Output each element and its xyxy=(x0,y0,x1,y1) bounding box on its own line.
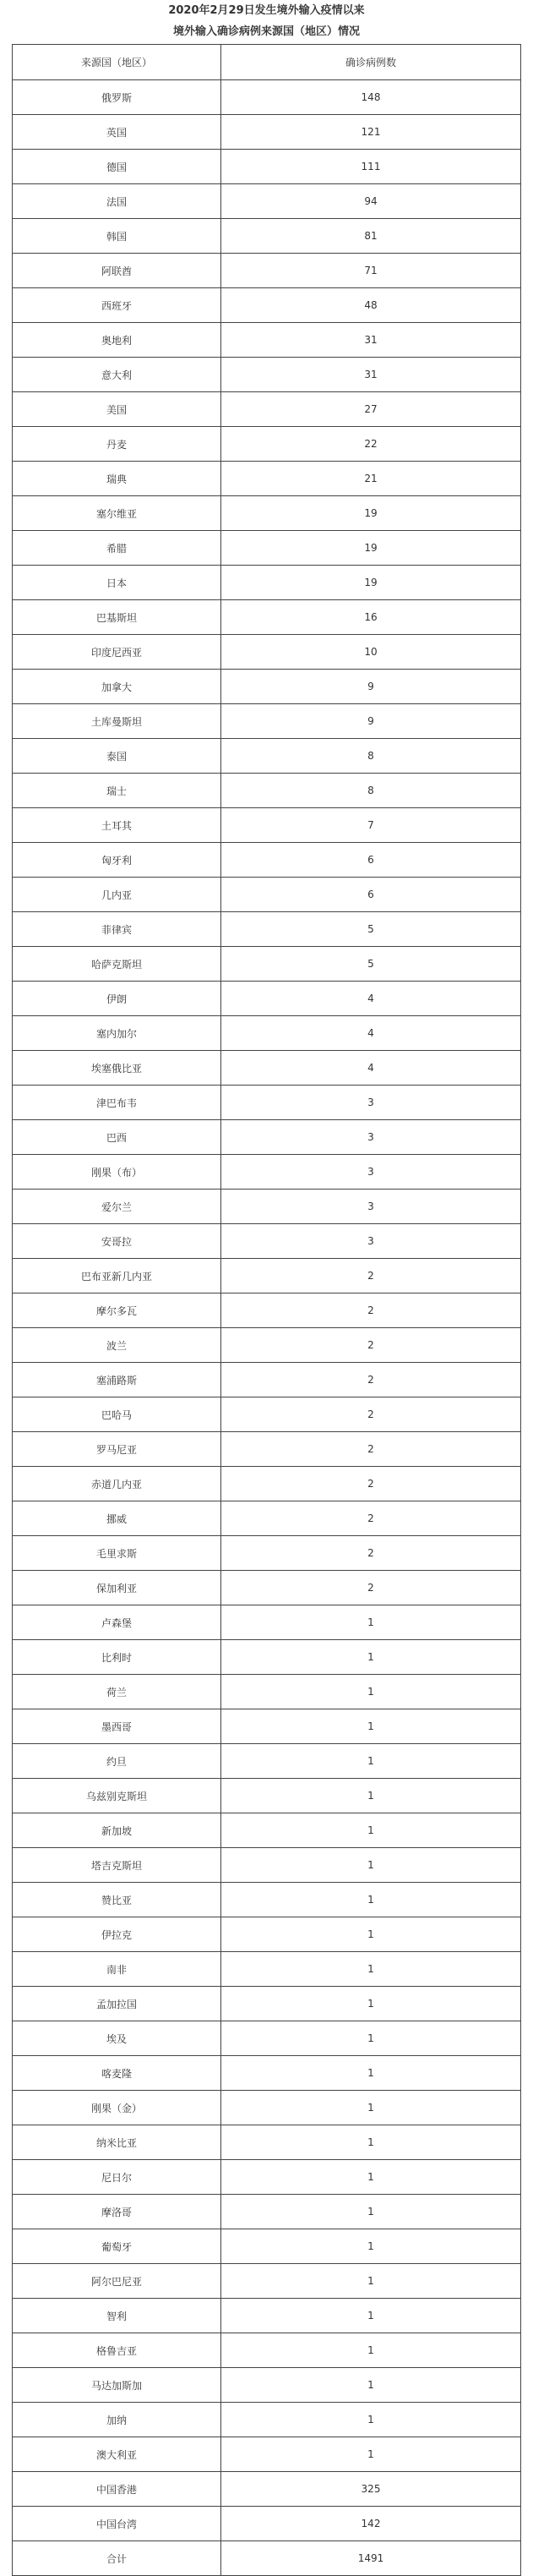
country-cell: 乌兹别克斯坦 xyxy=(13,1779,221,1813)
count-cell: 19 xyxy=(221,496,521,531)
country-cell: 印度尼西亚 xyxy=(13,635,221,670)
table-row xyxy=(13,1190,521,1224)
count-cell: 5 xyxy=(221,912,521,947)
country-cell: 喀麦隆 xyxy=(13,2056,221,2091)
count-cell: 1 xyxy=(221,2333,521,2368)
country-cell: 孟加拉国 xyxy=(13,1987,221,2021)
table-row xyxy=(13,2368,521,2403)
country-cell: 马达加斯加 xyxy=(13,2368,221,2403)
count-cell: 4 xyxy=(221,1016,521,1051)
count-cell: 3 xyxy=(221,1120,521,1155)
count-cell: 142 xyxy=(221,2507,521,2541)
count-cell: 1 xyxy=(221,1952,521,1987)
count-cell: 1 xyxy=(221,2403,521,2437)
country-cell: 智利 xyxy=(13,2299,221,2333)
country-cell: 俄罗斯 xyxy=(13,80,221,115)
table-row xyxy=(13,531,521,566)
country-cell: 巴布亚新几内亚 xyxy=(13,1259,221,1293)
country-cell: 阿尔巴尼亚 xyxy=(13,2264,221,2299)
count-cell: 3 xyxy=(221,1190,521,1224)
table-row xyxy=(13,982,521,1016)
table-row xyxy=(13,2160,521,2195)
count-cell: 1 xyxy=(221,1917,521,1952)
country-cell: 赤道几内亚 xyxy=(13,1467,221,1501)
table-row xyxy=(13,184,521,219)
count-cell: 1 xyxy=(221,1605,521,1640)
count-cell: 5 xyxy=(221,947,521,982)
country-cell: 塞浦路斯 xyxy=(13,1363,221,1397)
country-cell: 菲律宾 xyxy=(13,912,221,947)
count-cell: 1 xyxy=(221,1987,521,2021)
country-cell: 摩洛哥 xyxy=(13,2195,221,2229)
country-cell: 法国 xyxy=(13,184,221,219)
table-row xyxy=(13,2195,521,2229)
count-cell: 111 xyxy=(221,150,521,184)
country-cell: 哈萨克斯坦 xyxy=(13,947,221,982)
count-cell: 2 xyxy=(221,1432,521,1467)
table-row xyxy=(13,1848,521,1883)
table-row xyxy=(13,2229,521,2264)
country-cell: 韩国 xyxy=(13,219,221,254)
country-cell: 葡萄牙 xyxy=(13,2229,221,2264)
count-cell: 2 xyxy=(221,1571,521,1605)
table-row xyxy=(13,1120,521,1155)
country-cell: 塞内加尔 xyxy=(13,1016,221,1051)
country-cell: 尼日尔 xyxy=(13,2160,221,2195)
count-cell: 2 xyxy=(221,1397,521,1432)
table-row xyxy=(13,1259,521,1293)
table-row xyxy=(13,462,521,496)
count-cell: 9 xyxy=(221,670,521,704)
table-row xyxy=(13,1328,521,1363)
table-row xyxy=(13,774,521,808)
header-row xyxy=(13,45,521,80)
table-row xyxy=(13,358,521,392)
count-cell: 1 xyxy=(221,2021,521,2056)
country-cell: 埃及 xyxy=(13,2021,221,2056)
table-row xyxy=(13,947,521,982)
table-row xyxy=(13,2472,521,2507)
country-cell: 南非 xyxy=(13,1952,221,1987)
country-cell: 埃塞俄比亚 xyxy=(13,1051,221,1086)
table-row xyxy=(13,566,521,600)
country-cell: 英国 xyxy=(13,115,221,150)
country-cell: 几内亚 xyxy=(13,878,221,912)
header-country: 来源国（地区） xyxy=(13,45,221,80)
table-row xyxy=(13,1051,521,1086)
country-cell: 塞尔维亚 xyxy=(13,496,221,531)
country-cell: 阿联酋 xyxy=(13,254,221,288)
count-cell: 1 xyxy=(221,1779,521,1813)
table-row xyxy=(13,150,521,184)
country-cell: 德国 xyxy=(13,150,221,184)
country-cell: 波兰 xyxy=(13,1328,221,1363)
table-row xyxy=(13,115,521,150)
header-count: 确诊病例数 xyxy=(221,45,521,80)
country-cell: 丹麦 xyxy=(13,427,221,462)
table-row xyxy=(13,1917,521,1952)
count-cell: 71 xyxy=(221,254,521,288)
table-row xyxy=(13,912,521,947)
country-cell: 塔吉克斯坦 xyxy=(13,1848,221,1883)
country-cell: 伊朗 xyxy=(13,982,221,1016)
table-row xyxy=(13,1883,521,1917)
country-cell: 土库曼斯坦 xyxy=(13,704,221,739)
count-cell: 1 xyxy=(221,1883,521,1917)
table-row xyxy=(13,1467,521,1501)
country-cell: 日本 xyxy=(13,566,221,600)
count-cell: 19 xyxy=(221,531,521,566)
table-row xyxy=(13,739,521,774)
count-cell: 1 xyxy=(221,1813,521,1848)
table-row xyxy=(13,2264,521,2299)
count-cell: 1 xyxy=(221,1744,521,1779)
count-cell: 1491 xyxy=(221,2541,521,2576)
count-cell: 1 xyxy=(221,2160,521,2195)
country-cell: 保加利亚 xyxy=(13,1571,221,1605)
count-cell: 1 xyxy=(221,2125,521,2160)
table-row xyxy=(13,2437,521,2472)
table-row xyxy=(13,2541,521,2576)
country-cell: 伊拉克 xyxy=(13,1917,221,1952)
country-cell: 毛里求斯 xyxy=(13,1536,221,1571)
count-cell: 94 xyxy=(221,184,521,219)
count-cell: 6 xyxy=(221,843,521,878)
country-cell: 西班牙 xyxy=(13,288,221,323)
table-row xyxy=(13,1779,521,1813)
count-cell: 22 xyxy=(221,427,521,462)
country-cell: 匈牙利 xyxy=(13,843,221,878)
table-row xyxy=(13,1813,521,1848)
count-cell: 3 xyxy=(221,1086,521,1120)
country-cell: 瑞士 xyxy=(13,774,221,808)
country-cell: 赞比亚 xyxy=(13,1883,221,1917)
count-cell: 31 xyxy=(221,358,521,392)
count-cell: 2 xyxy=(221,1363,521,1397)
count-cell: 81 xyxy=(221,219,521,254)
count-cell: 31 xyxy=(221,323,521,358)
table-row xyxy=(13,288,521,323)
table-row xyxy=(13,1224,521,1259)
count-cell: 4 xyxy=(221,982,521,1016)
count-cell: 2 xyxy=(221,1536,521,1571)
count-cell: 2 xyxy=(221,1293,521,1328)
country-cell: 合计 xyxy=(13,2541,221,2576)
country-cell: 罗马尼亚 xyxy=(13,1432,221,1467)
country-cell: 巴哈马 xyxy=(13,1397,221,1432)
country-cell: 卢森堡 xyxy=(13,1605,221,1640)
country-cell: 意大利 xyxy=(13,358,221,392)
table-row xyxy=(13,1952,521,1987)
table-row xyxy=(13,1709,521,1744)
country-cell: 奥地利 xyxy=(13,323,221,358)
table-row xyxy=(13,1987,521,2021)
country-cell: 加纳 xyxy=(13,2403,221,2437)
country-cell: 纳米比亚 xyxy=(13,2125,221,2160)
table-row xyxy=(13,2403,521,2437)
country-cell: 澳大利亚 xyxy=(13,2437,221,2472)
count-cell: 1 xyxy=(221,2368,521,2403)
table-row xyxy=(13,254,521,288)
count-cell: 1 xyxy=(221,1675,521,1709)
count-cell: 8 xyxy=(221,774,521,808)
country-cell: 美国 xyxy=(13,392,221,427)
table-row xyxy=(13,2125,521,2160)
table-header xyxy=(13,45,521,80)
table-row xyxy=(13,427,521,462)
country-cell: 希腊 xyxy=(13,531,221,566)
table-row xyxy=(13,1571,521,1605)
count-cell: 1 xyxy=(221,2437,521,2472)
table-row xyxy=(13,1640,521,1675)
count-cell: 1 xyxy=(221,2264,521,2299)
country-cell: 泰国 xyxy=(13,739,221,774)
table-row xyxy=(13,1016,521,1051)
country-cell: 格鲁吉亚 xyxy=(13,2333,221,2368)
country-cell: 摩尔多瓦 xyxy=(13,1293,221,1328)
table-row xyxy=(13,670,521,704)
count-cell: 48 xyxy=(221,288,521,323)
count-cell: 1 xyxy=(221,1848,521,1883)
count-cell: 4 xyxy=(221,1051,521,1086)
count-cell: 3 xyxy=(221,1224,521,1259)
table-row xyxy=(13,2056,521,2091)
table-row xyxy=(13,1432,521,1467)
count-cell: 2 xyxy=(221,1259,521,1293)
country-cell: 约旦 xyxy=(13,1744,221,1779)
table-row xyxy=(13,704,521,739)
count-cell: 121 xyxy=(221,115,521,150)
table-row xyxy=(13,2091,521,2125)
country-cell: 挪威 xyxy=(13,1501,221,1536)
table-body xyxy=(13,80,521,2576)
table-row xyxy=(13,219,521,254)
table-row xyxy=(13,808,521,843)
table-row xyxy=(13,1363,521,1397)
table-row xyxy=(13,1155,521,1190)
table-row xyxy=(13,2507,521,2541)
count-cell: 1 xyxy=(221,2091,521,2125)
table-row xyxy=(13,843,521,878)
count-cell: 2 xyxy=(221,1467,521,1501)
count-cell: 3 xyxy=(221,1155,521,1190)
count-cell: 1 xyxy=(221,1709,521,1744)
table-row xyxy=(13,635,521,670)
country-cell: 安哥拉 xyxy=(13,1224,221,1259)
count-cell: 2 xyxy=(221,1501,521,1536)
count-cell: 1 xyxy=(221,2056,521,2091)
count-cell: 21 xyxy=(221,462,521,496)
count-cell: 325 xyxy=(221,2472,521,2507)
count-cell: 16 xyxy=(221,600,521,635)
table-row xyxy=(13,392,521,427)
count-cell: 1 xyxy=(221,2195,521,2229)
table-row xyxy=(13,1675,521,1709)
count-cell: 2 xyxy=(221,1328,521,1363)
count-cell: 19 xyxy=(221,566,521,600)
count-cell: 9 xyxy=(221,704,521,739)
page-title: 2020年2月29日发生境外输入疫情以来 xyxy=(168,4,365,17)
count-cell: 148 xyxy=(221,80,521,115)
cases-table xyxy=(12,44,521,2576)
count-cell: 8 xyxy=(221,739,521,774)
country-cell: 土耳其 xyxy=(13,808,221,843)
table-row xyxy=(13,80,521,115)
table-row xyxy=(13,1744,521,1779)
table-row xyxy=(13,1397,521,1432)
table-row xyxy=(13,2021,521,2056)
count-cell: 27 xyxy=(221,392,521,427)
country-cell: 津巴布韦 xyxy=(13,1086,221,1120)
count-cell: 1 xyxy=(221,2299,521,2333)
table-row xyxy=(13,2333,521,2368)
count-cell: 7 xyxy=(221,808,521,843)
table-row xyxy=(13,1605,521,1640)
country-cell: 加拿大 xyxy=(13,670,221,704)
country-cell: 中国香港 xyxy=(13,2472,221,2507)
country-cell: 比利时 xyxy=(13,1640,221,1675)
country-cell: 墨西哥 xyxy=(13,1709,221,1744)
table-row xyxy=(13,600,521,635)
count-cell: 6 xyxy=(221,878,521,912)
table-row xyxy=(13,1086,521,1120)
count-cell: 1 xyxy=(221,1640,521,1675)
country-cell: 爱尔兰 xyxy=(13,1190,221,1224)
country-cell: 中国台湾 xyxy=(13,2507,221,2541)
country-cell: 瑞典 xyxy=(13,462,221,496)
table-row xyxy=(13,1501,521,1536)
country-cell: 刚果（金） xyxy=(13,2091,221,2125)
country-cell: 巴西 xyxy=(13,1120,221,1155)
country-cell: 刚果（布） xyxy=(13,1155,221,1190)
table-row xyxy=(13,496,521,531)
table-row xyxy=(13,1536,521,1571)
table-row xyxy=(13,1293,521,1328)
country-cell: 新加坡 xyxy=(13,1813,221,1848)
table-row xyxy=(13,2299,521,2333)
count-cell: 10 xyxy=(221,635,521,670)
table-row xyxy=(13,323,521,358)
table-row xyxy=(13,878,521,912)
page-subtitle: 境外输入确诊病例来源国（地区）情况 xyxy=(172,25,360,38)
country-cell: 巴基斯坦 xyxy=(13,600,221,635)
country-cell: 荷兰 xyxy=(13,1675,221,1709)
count-cell: 1 xyxy=(221,2229,521,2264)
